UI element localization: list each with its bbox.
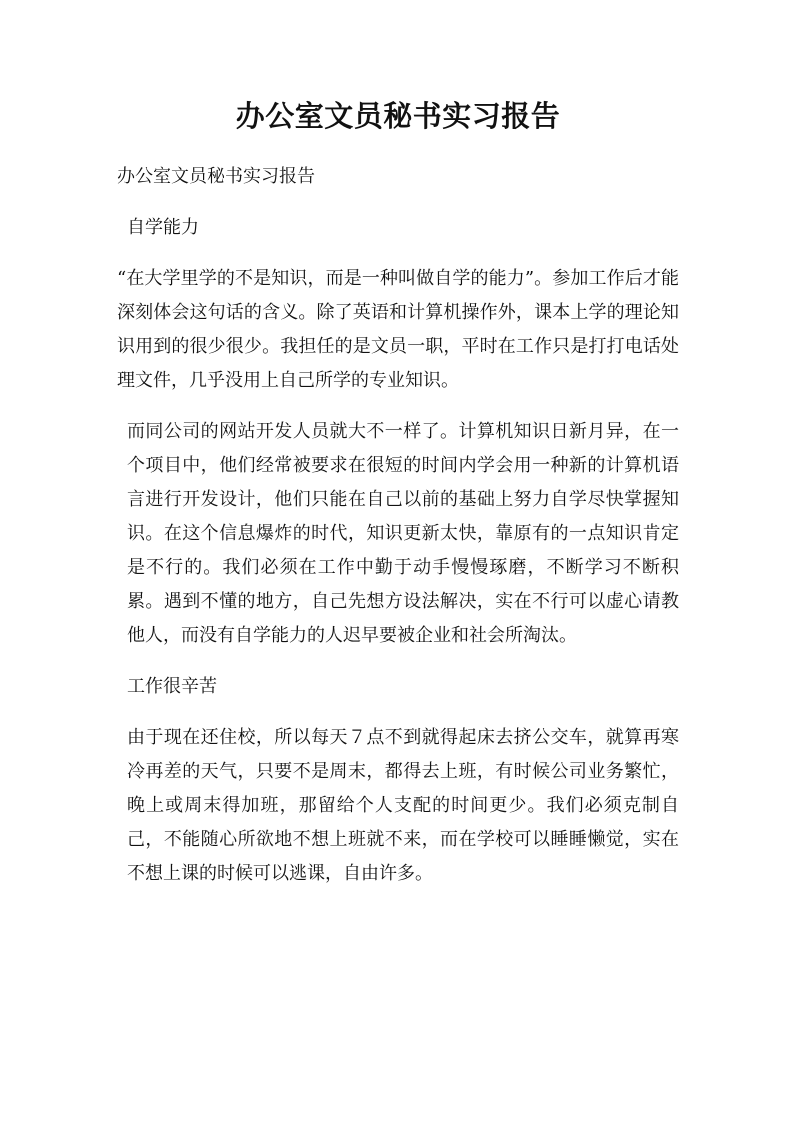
section-heading-hard-work: 工作很辛苦 [127,676,217,697]
paragraph-self-learning-quote: “在大学里学的不是知识，而是一种叫做自学的能力”。参加工作后才能深刻体会这句话的含义。除了英语和计算机操作外，课本上学的理论知识用到的很少很少。我担任的是文员一职，平时在工作只是打打电话处理文件，几乎没用上自己所学的专业知识。 [117,268,679,391]
paragraph-hard-work: 由于现在还住校，所以每天７点不到就得起床去挤公交车，就算再寒冷再差的天气，只要不是周末，都得去上班，有时候公司业务繁忙，晚上或周末得加班，那留给个人支配的时间更少。我们必须克制自己，不能随心所欲地不想上班就不来，而在学校可以睡睡懒觉，实在不想上课的时候可以逃课，自由许多。 [127,727,679,884]
paragraph-web-developers: 而同公司的网站开发人员就大不一样了。计算机知识日新月异，在一个项目中，他们经常被要求在很短的时间内学会用一种新的计算机语言进行开发设计，他们只能在自己以前的基础上努力自学尽快掌握知识。在这个信息爆炸的时代，知识更新太快，靠原有的一点知识肯定是不行的。我们必须在工作中勤于动手慢慢琢磨，不断学习不断积累。遇到不懂的地方，自己先想方设法解决，实在不行可以虚心请教他人，而没有自学能力的人迟早要被企业和社会所淘汰。 [127,421,679,646]
intro-heading: 办公室文员秘书实习报告 [117,166,315,187]
section-heading-self-learning: 自学能力 [127,217,199,238]
document-body [117,160,679,908]
document-title: 办公室文员秘书实习报告 [235,99,561,133]
